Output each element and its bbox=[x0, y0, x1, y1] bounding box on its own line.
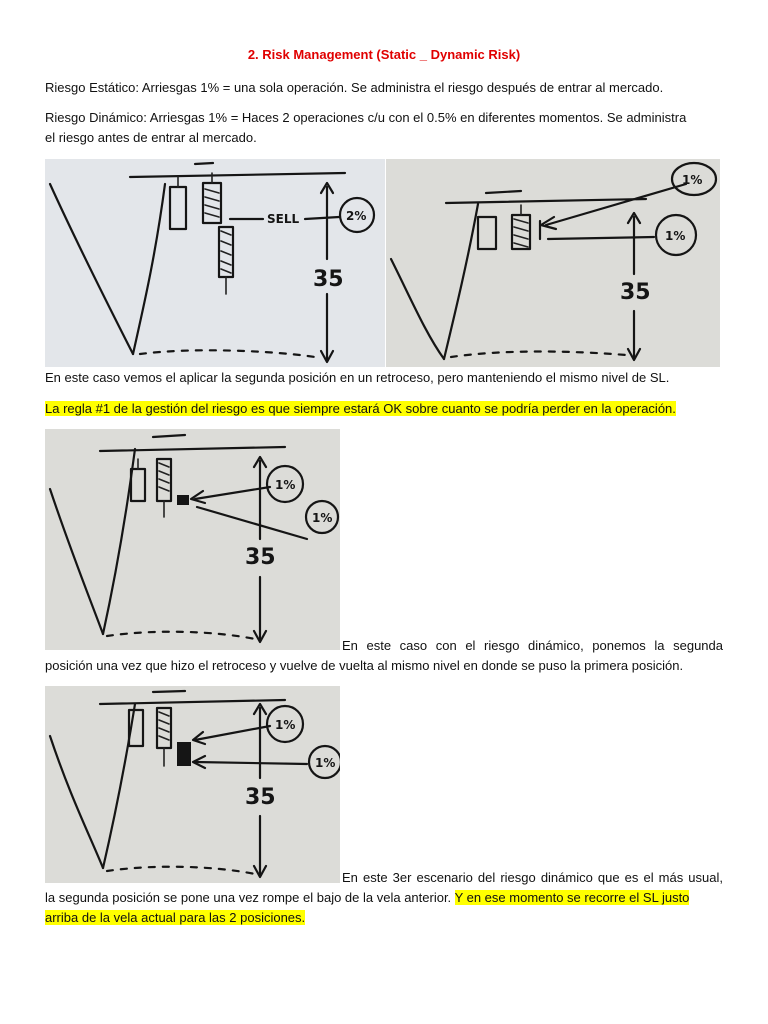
caption-break-low-a: En este 3er escenario del riesgo dinámico que es el más usual, bbox=[342, 870, 723, 885]
caption-same-level-a: En este caso con el riesgo dinámico, ponemos la segunda bbox=[342, 638, 723, 653]
sketch-photo-dynamic-risk-retrace bbox=[386, 159, 720, 367]
caption-break-low-b-line bbox=[45, 888, 723, 908]
sketch-photo-static-risk bbox=[45, 159, 385, 367]
section-title: 2. Risk Management (Static _ Dynamic Risk) bbox=[247, 47, 521, 62]
sell-label: SELL bbox=[267, 212, 300, 226]
two-percent-label: 2% bbox=[346, 209, 367, 223]
caption-break-low-c-highlight: arriba de la vela actual para las 2 posiciones. bbox=[45, 910, 306, 925]
caption-break-low-c-line bbox=[45, 908, 723, 928]
caption-same-level-b: posición una vez que hizo el retroceso y vuelve de vuelta al mismo nivel en donde se puso la primera posición. bbox=[45, 658, 684, 673]
rule-one-highlight: La regla #1 de la gestión del riesgo es que siempre estará OK sobre cuanto se podría perder en la operación. bbox=[45, 401, 676, 416]
dynamic-break-low-sketch bbox=[45, 686, 340, 883]
rule-one-line bbox=[45, 399, 723, 419]
caption-break-low-b-highlight: Y en ese momento se recorre el SL justo bbox=[454, 890, 690, 905]
one-percent-label-b: 1% bbox=[665, 229, 686, 243]
one-percent-label-f: 1% bbox=[315, 756, 336, 770]
one-percent-label-c: 1% bbox=[275, 478, 296, 492]
distance-35-label: 35 bbox=[313, 267, 344, 292]
static-risk-sketch bbox=[45, 159, 385, 367]
one-percent-label-e: 1% bbox=[275, 718, 296, 732]
static-risk-paragraph: Riesgo Estático: Arriesgas 1% = una sola operación. Se administra el riesgo después de entrar al mercado. bbox=[45, 80, 664, 95]
dynamic-same-level-sketch bbox=[45, 429, 340, 650]
sketch-photo-dynamic-same-level bbox=[45, 429, 340, 650]
caption-retrace: En este caso vemos el aplicar la segunda posición en un retroceso, pero manteniendo el mismo nivel de SL. bbox=[45, 370, 670, 385]
distance-35-label-d: 35 bbox=[245, 785, 276, 810]
sketch-photo-dynamic-break-low bbox=[45, 686, 340, 883]
dynamic-risk-retrace-sketch bbox=[386, 159, 720, 367]
caption-break-low-b: la segunda posición se pone una vez rompe el bajo de la vela anterior. bbox=[45, 890, 452, 905]
distance-35-label-c: 35 bbox=[245, 545, 276, 570]
dynamic-risk-line-2: el riesgo antes de entrar al mercado. bbox=[45, 130, 257, 145]
one-percent-label-d: 1% bbox=[312, 511, 333, 525]
one-percent-label-a: 1% bbox=[682, 173, 703, 187]
dynamic-risk-line-1: Riesgo Dinámico: Arriesgas 1% = Haces 2 operaciones c/u con el 0.5% en diferentes momentos. Se administra bbox=[45, 110, 687, 125]
distance-35-label-b: 35 bbox=[620, 280, 651, 305]
